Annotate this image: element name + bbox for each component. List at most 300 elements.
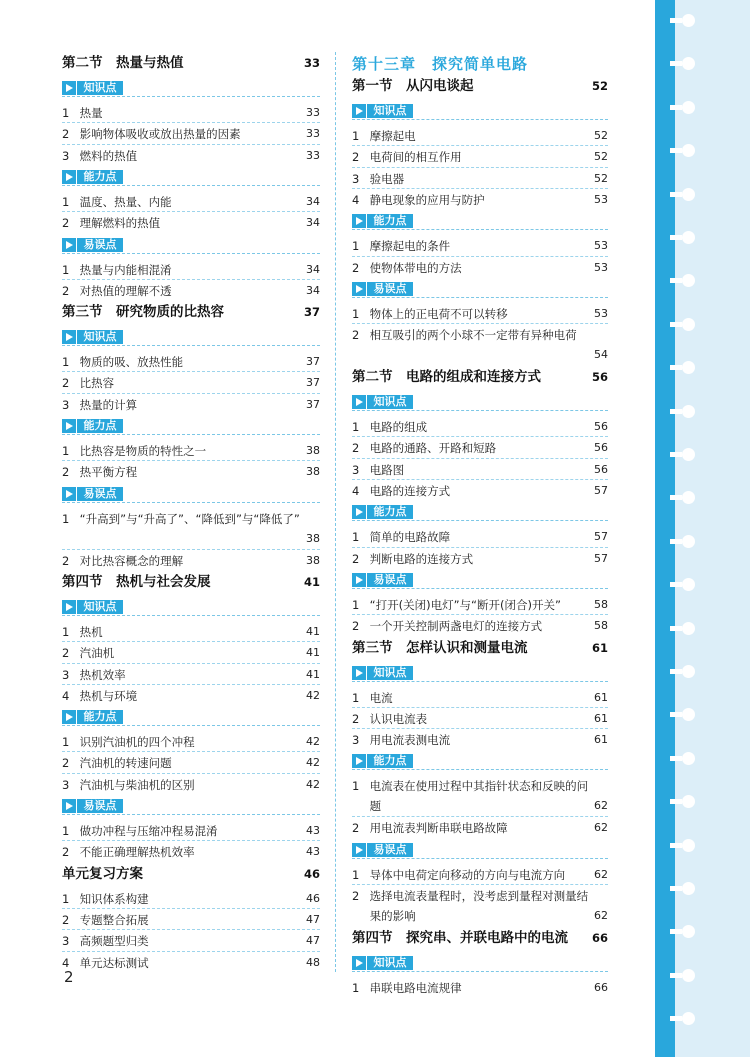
entry-number: 1 [352,306,360,321]
dashed-rule [352,588,608,589]
section-heading[interactable] [62,302,320,322]
toc-entry[interactable] [62,103,320,123]
toc-entry[interactable] [62,441,320,461]
dashed-rule [62,725,320,726]
page-ref: 53 [594,306,608,320]
play-triangle-icon [62,710,76,724]
entry-number: 2 [352,711,360,726]
dashed-rule [352,410,608,411]
toc-entry[interactable] [62,775,320,795]
entry-number: 2 [62,646,70,661]
dashed-rule [352,769,608,770]
page-ref: 52 [594,129,608,142]
entry-text: 串联电路电流规律 [369,981,462,995]
category-label: 知识点 [367,666,413,680]
entry-number: 1 [62,891,70,906]
toc-entry[interactable] [62,192,320,212]
page-ref: 56 [591,370,608,385]
entry-text: 电流 [369,690,393,705]
entry-number: 1 [62,624,70,639]
page-ref: 41 [306,624,320,638]
entry-text: 简单的电路故障 [369,530,451,545]
toc-entry[interactable] [352,438,608,458]
dashed-divider [352,884,608,885]
entry-number: 2 [352,150,360,165]
category-label: 知识点 [367,104,413,118]
page-ref: 33 [306,106,320,119]
category-tag [62,597,320,616]
dashed-divider [352,707,608,708]
page-ref: 37 [306,355,320,369]
dashed-rule [62,253,320,254]
category-label: 能力点 [77,419,123,433]
dashed-divider [352,256,608,257]
page-ref: 62 [594,909,608,922]
entry-number: 1 [62,262,70,277]
page-ref: 53 [594,239,608,253]
entry-number: 4 [352,192,360,207]
toc-entry[interactable] [352,304,608,324]
section-title: 第四节 探究串、并联电路中的电流 [352,930,568,946]
dashed-divider [352,145,608,146]
toc-entry[interactable] [352,616,608,636]
entry-text: 摩擦起电的条件 [369,239,451,254]
entry-text: 对比热容概念的理解 [79,553,184,568]
page-ref: 42 [306,756,320,770]
section-heading[interactable] [62,572,320,592]
toc-entry[interactable] [62,281,320,301]
page-ref: 41 [306,667,320,681]
toc-entry[interactable] [62,352,320,372]
page-ref: 66 [591,931,608,945]
toc-entry[interactable] [352,481,608,501]
category-tag [62,78,320,97]
entry-number: 2 [62,127,70,142]
dashed-divider [352,728,608,729]
toc-entry[interactable] [352,709,608,729]
binding-ring [682,14,695,27]
dashed-rule [62,434,320,435]
binding-ring [682,882,695,895]
entry-text: 验电器 [369,171,405,186]
entry-number: 2 [62,376,70,391]
dashed-rule [352,297,608,298]
entry-text: 汽油机与柴油机的区别 [79,777,195,792]
toc-entry[interactable] [62,842,320,862]
toc-entry[interactable] [62,462,320,482]
toc-entry[interactable] [352,460,608,480]
section-heading[interactable] [352,928,608,948]
dashed-divider [62,663,320,664]
page-ref: 38 [306,465,320,479]
entry-text: 识别汽油机的四个冲程 [79,735,195,750]
category-label: 易误点 [367,843,413,857]
toc-entry[interactable] [352,126,608,146]
toc-entry[interactable] [352,886,608,926]
entry-text: 认识电流表 [369,711,428,726]
entry-text: 热机效率 [79,667,126,682]
page-ref: 61 [594,711,608,725]
category-label: 知识点 [77,330,123,344]
entry-text: 判断电路的连接方式 [369,551,474,566]
toc-entry[interactable] [352,818,608,838]
toc-entry[interactable] [352,147,608,167]
category-label: 能力点 [77,710,123,724]
entry-text: 热机 [79,624,103,639]
entry-text: 静电现象的应用与防护 [369,192,485,207]
entry-text: 电路的组成 [369,420,428,435]
category-tag [352,751,608,770]
toc-entry[interactable] [62,213,320,233]
toc-entry[interactable] [62,821,320,841]
page-ref: 41 [303,574,320,589]
toc-entry[interactable] [352,730,608,750]
page-number: 2 [64,968,74,986]
play-triangle-icon [62,487,76,501]
dashed-divider [352,167,608,168]
page-ref: 37 [306,376,320,390]
toc-entry[interactable] [352,169,608,189]
entry-number: 1 [352,420,360,435]
category-tag [62,327,320,346]
entry-number: 1 [352,597,360,612]
section-heading[interactable] [352,638,608,658]
entry-text: 用电流表测电流 [369,733,451,748]
category-tag [352,502,608,521]
section-title: 第一节 从闪电谈起 [352,78,474,94]
entry-text: 热平衡方程 [79,465,138,480]
section-title: 第二节 电路的组成和连接方式 [352,369,541,386]
category-label: 知识点 [77,81,123,95]
entry-text: 单元达标测试 [79,955,149,970]
play-triangle-icon [352,395,366,409]
column-separator [335,52,336,972]
entry-text: 导体中电荷定向移动的方向与电流方向 [369,867,566,882]
section-heading[interactable] [62,864,320,884]
binding-ring [682,405,695,418]
entry-number: 4 [62,955,70,970]
page-ref: 34 [306,194,320,208]
dashed-rule [352,971,608,972]
dashed-rule [352,681,608,682]
page-ref: 53 [594,192,608,206]
entry-number: 2 [62,465,70,480]
dashed-divider [352,323,608,324]
category-label: 易误点 [367,573,413,587]
page-ref: 43 [306,845,320,859]
toc-entry[interactable] [62,395,320,415]
dashed-rule [352,229,608,230]
entry-text: 电荷间的相互作用 [369,150,462,165]
entry-text: 做功冲程与压缩冲程易混淆 [79,824,218,838]
entry-text: 电流表在使用过程中其指针状态和反映的问题 [369,779,589,814]
play-triangle-icon [352,754,366,768]
dashed-divider [352,188,608,189]
play-triangle-icon [352,104,366,118]
page-ref: 62 [594,821,608,835]
entry-text: 使物体带电的方法 [369,260,462,275]
entry-number: 3 [62,934,70,949]
page-ref: 58 [594,619,608,633]
entry-number: 1 [352,867,360,882]
category-label: 易误点 [77,238,123,252]
category-tag [352,953,608,972]
dashed-divider [62,951,320,952]
binding-ring [682,969,695,982]
entry-text: 热机与环境 [79,688,138,703]
page-ref: 57 [594,551,608,565]
entry-number: 2 [352,889,360,903]
category-label: 知识点 [77,600,123,614]
page-ref: 37 [306,397,320,411]
toc-entry[interactable] [62,753,320,773]
category-tag [62,235,320,254]
entry-text: 摩擦起电 [369,129,416,143]
page-ref: 42 [306,688,320,702]
category-tag [352,392,608,411]
dashed-divider [62,371,320,372]
page-ref: 42 [306,777,320,791]
entry-text: 物质的吸、放热性能 [79,355,184,370]
dashed-divider [62,122,320,123]
toc-entry[interactable] [352,190,608,210]
category-tag [352,840,608,859]
entry-text: 相互吸引的两个小球不一定带有异种电荷 [369,328,577,343]
dashed-divider [62,929,320,930]
toc-entry[interactable] [352,527,608,547]
dashed-divider [62,773,320,774]
toc-entry[interactable] [352,688,608,708]
dashed-divider [62,908,320,909]
dashed-divider [352,458,608,459]
dashed-divider [62,279,320,280]
category-label: 易误点 [77,799,123,813]
toc-entry[interactable] [62,373,320,393]
dashed-rule [352,520,608,521]
category-tag [62,167,320,186]
entry-number: 4 [62,688,70,703]
dashed-rule [62,502,320,503]
toc-entry[interactable] [62,509,320,549]
section-title: 第二节 热量与热值 [62,55,184,71]
toc-entry[interactable] [352,978,608,998]
dashed-rule [62,615,320,616]
entry-text: 不能正确理解热机效率 [79,845,195,860]
toc-entry[interactable] [352,776,608,816]
toc-entry[interactable] [62,953,320,973]
page-ref: 61 [594,690,608,704]
page-ref: 48 [306,955,320,969]
entry-text: 高频题型归类 [79,934,149,949]
toc-entry[interactable] [62,643,320,663]
dashed-divider [62,393,320,394]
binding-ring [682,101,695,114]
page-ref: 33 [303,56,320,70]
toc-entry[interactable] [62,889,320,909]
play-triangle-icon [62,600,76,614]
dashed-divider [62,641,320,642]
play-triangle-icon [62,419,76,433]
category-tag [352,570,608,589]
toc-entry[interactable] [62,124,320,144]
section-title: 第四节 热机与社会发展 [62,573,211,590]
entry-text: 专题整合拓展 [79,912,149,927]
binding-ring [682,188,695,201]
toc-entry[interactable] [62,732,320,752]
dashed-divider [352,479,608,480]
dashed-rule [62,96,320,97]
play-triangle-icon [352,843,366,857]
entry-number: 1 [62,735,70,750]
toc-entry[interactable] [62,686,320,706]
category-tag [352,279,608,298]
entry-text: 热量与内能相混淆 [79,262,172,277]
category-label: 能力点 [367,505,413,519]
toc-entry[interactable] [352,865,608,885]
page-ref: 61 [591,640,608,655]
dashed-divider [62,549,320,550]
toc-entry[interactable] [352,549,608,569]
toc-entry[interactable] [62,910,320,930]
page-ref: 58 [594,597,608,611]
entry-text: 温度、热量、内能 [79,194,172,209]
entry-number: 2 [62,756,70,771]
entry-text: 对热值的理解不透 [79,283,172,298]
section-title: 单元复习方案 [62,865,143,882]
binding-ring [682,448,695,461]
page-ref: 46 [303,866,320,881]
dashed-rule [62,345,320,346]
play-triangle-icon [62,238,76,252]
page-ref: 38 [306,553,320,567]
section-heading[interactable] [352,76,608,96]
page-ref: 52 [594,171,608,185]
category-tag [352,663,608,682]
binding-ring [682,665,695,678]
entry-text: 理解燃料的热值 [79,216,161,231]
dashed-rule [352,858,608,859]
entry-text: “升高到”与“升高了”、“降低到”与“降低了” [79,511,300,526]
page-ref: 41 [306,646,320,660]
section-title: 第三节 研究物质的比热容 [62,304,224,321]
binding-ring [682,839,695,852]
page-ref: 33 [306,127,320,141]
play-triangle-icon [352,505,366,519]
entry-number: 1 [352,239,360,254]
entry-number: 3 [62,148,70,163]
page-ref: 61 [594,733,608,747]
section-heading[interactable] [62,53,320,73]
page-ref: 47 [306,912,320,926]
entry-number: 1 [62,106,70,120]
page-ref: 47 [306,934,320,948]
play-triangle-icon [62,799,76,813]
page-ref: 52 [594,150,608,164]
page-ref: 37 [303,305,320,320]
category-label: 能力点 [367,754,413,768]
entry-text: 燃料的热值 [79,148,138,163]
play-triangle-icon [352,282,366,296]
category-tag [62,796,320,815]
entry-number: 2 [62,845,70,860]
page-ref: 62 [594,799,608,813]
binding-ring [682,752,695,765]
play-triangle-icon [352,956,366,970]
binding-ring [682,535,695,548]
category-label: 易误点 [77,487,123,501]
toc-entry[interactable] [352,325,608,365]
entry-number: 3 [62,667,70,682]
entry-number: 1 [352,981,360,995]
dashed-divider [352,816,608,817]
page-ref: 53 [594,260,608,274]
binding-ring [682,231,695,244]
entry-number: 1 [352,690,360,705]
entry-text: 比热容 [79,376,115,391]
toc-entry[interactable] [62,146,320,166]
entry-number: 2 [62,553,70,568]
entry-number: 3 [352,462,360,477]
play-triangle-icon [352,666,366,680]
toc-entry[interactable] [352,236,608,256]
page-ref: 54 [594,348,608,362]
toc-entry[interactable] [62,622,320,642]
page-ref: 34 [306,283,320,297]
page-ref: 42 [306,735,320,749]
page-ref: 46 [306,891,320,905]
entry-number: 2 [352,551,360,566]
entry-text: 选择电流表量程时，没考虑到量程对测量结果的影响 [369,889,589,923]
category-label: 能力点 [77,170,123,184]
dashed-divider [62,751,320,752]
page-ref: 57 [594,484,608,497]
entry-text: “打开(关闭)电灯”与“断开(闭合)开关” [369,597,561,612]
entry-number: 3 [352,171,360,186]
entry-text: 比热容是物质的特性之一 [79,444,207,458]
toc-entry[interactable] [62,551,320,571]
section-heading[interactable] [352,367,608,387]
entry-text: 知识体系构建 [79,891,149,906]
entry-number: 1 [352,129,360,143]
entry-number: 2 [352,328,360,343]
page-ref: 34 [306,262,320,276]
entry-number: 1 [62,824,70,838]
category-label: 知识点 [367,956,413,970]
entry-text: 电路图 [369,462,405,477]
toc-entry[interactable] [62,931,320,951]
entry-text: 汽油机的转速问题 [79,756,172,771]
entry-text: 热量的计算 [79,397,138,412]
page-ref: 62 [594,867,608,881]
toc-entry[interactable] [352,595,608,615]
dashed-divider [62,144,320,145]
entry-number: 3 [352,733,360,748]
entry-number: 1 [62,444,70,458]
dashed-divider [352,436,608,437]
entry-number: 1 [352,530,360,545]
toc-entry[interactable] [62,665,320,685]
category-label: 能力点 [367,214,413,228]
entry-number: 3 [62,777,70,792]
page-ref: 34 [306,216,320,230]
page-ref: 52 [591,79,608,93]
toc-entry[interactable] [62,260,320,280]
play-triangle-icon [352,214,366,228]
toc-entry[interactable] [352,258,608,278]
entry-text: 物体上的正电荷不可以转移 [369,306,508,321]
dashed-rule [62,814,320,815]
toc-entry[interactable] [352,417,608,437]
